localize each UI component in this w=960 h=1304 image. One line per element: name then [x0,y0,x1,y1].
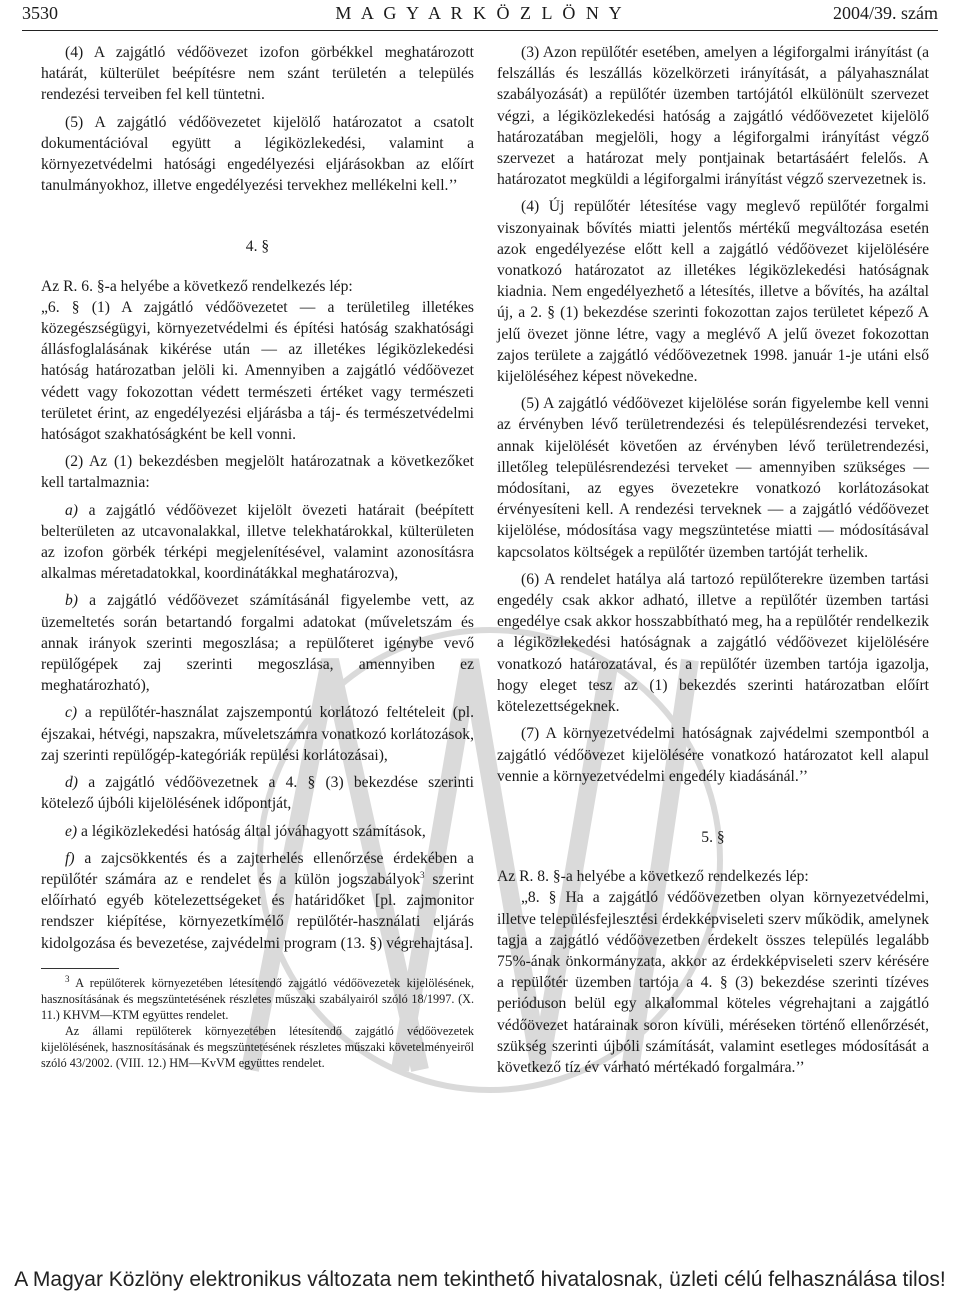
footnote-text: A repülőterek környezetében létesítendő zajgátló védőövezetek kijelölésének, hasznosításának és megszüntetésének részletes műszaki szabályairól szóló 18/1997. (X. 11.) KHVM—KTM együttes rendelet. [41,975,475,1022]
list-marker: f) [65,849,75,867]
footnote-1 [41,975,474,1023]
paragraph-4: (4) Új repülőtér létesítése vagy meglevő repülőtér forgalmi viszonyainak bővítés miatti jelentős mértékű megváltozása esetén azok engedélyezése előtt kell a zajgátló védőövezet kijelölésére vonatkozó határozatot az illetékes légiközlekedési hatóságnak kiadnia. Nem engedélyezhető a létesítés, illetve a bővítés, ha azáltal új, a 2. § (1) bekezdése szerinti fokozottan zajos területet képező A jelű övezet jönne létre, vagy a meglévő A jelű övezet fokozottan zajos területe a zajgátló védőövezetnek 1998. január 1-je utáni első kijelöléséhez képest növekedne. [497,198,929,386]
footnote-divider [41,968,119,969]
list-marker: e) [65,822,78,840]
right-column [497,42,929,1078]
footnote-2: Az állami repülőterek környezetében létesítendő zajgátló védőövezetek kijelölésének, hasznosításának és megszüntetésének részletes műszaki követelményeiről szóló 43/2002. (VIII. 12.) HM—KvVM együttes rendelet. [41,1023,474,1070]
list-item-text: a zajcsökkentés és a zajterhelés ellenőrzése érdekében a repülőtér számára az e rendelet és a külön jogszabályok [41,849,474,888]
list-item-text: szerint előírható egyéb kötelezettségeket és határidőket [pl. zajmonitor rendszer kiépítése, környezetkímélő repülőtér-használati eljárás kidolgozása és bevezetése, zajvédelmi program (13. §) végrehajtása]. [41,870,474,952]
list-marker: d) [65,774,78,792]
list-item-d [41,772,474,814]
list-item-text: a zajgátló védőövezet számításánál figyelembe vett, az üzemeltetés során betartandó forgalmi adatokat (műveletszám és annak irányok szerinti megoszlása; a repülőteret igénybe vevő repülőgépek zaj szerinti megoszlása, amennyiben ez meghatározható), [41,592,474,695]
list-item-c [41,702,474,766]
page-header [22,0,938,31]
list-item-a [41,500,474,585]
section-heading-4: 4. § [245,238,270,256]
paragraph-4: (4) A zajgátló védőövezet izofon görbékkel meghatározott határát, külterület beépítésre nem szánt területén a település rendezési terveiben fel kell tüntetni. [41,44,474,104]
footer-notice: A Magyar Közlöny elektronikus változata nem tekinthető hivatalosnak, üzleti célú felhasználása tilos! [14,1268,946,1291]
list-item-text: a repülőtér-használat zajszempontú korlátozó feltételeit (pl. éjszakai, hétvégi, napszakra, műveletszámra vonatkozó korlátozások, zaj szerinti repülőgép-kategóriák repülési korlátozásai), [41,704,474,764]
section-heading-5: 5. § [701,828,725,846]
section-intro: Az R. 6. §-a helyébe a következő rendelkezés lép: [41,277,353,295]
list-marker: c) [65,704,78,722]
list-item-text: a zajgátló védőövezet kijelölt övezeti határait (beépített belterületen az utcavonalakkal, illetve telekhatárokkal, külterületen az izofon görbék térképi megjelenítésével, valamint azonosításra alkalmas méretadatokkal, koordinátákkal meghatározva), [41,501,474,583]
paragraph-5: (5) A zajgátló védőövezetet kijelölő határozatot a csatolt dokumentációval együtt a légiközlekedési, valamint a környezetvédelmi hatósági engedélyezési eljárásokban az előírt tanulmányokhoz, illetve engedélyezési tervekhez mellékelni kell.’’ [41,113,474,195]
section-intro: Az R. 8. §-a helyébe a következő rendelkezés lép: [497,868,809,886]
list-marker: a) [65,501,78,519]
list-item-e [41,821,474,842]
list-item-b [41,590,474,696]
paragraph-5: (5) A zajgátló védőövezet kijelölése során figyelembe kell venni az érvényben lévő területrendezési és településrendezési terveket, annak kijelölését követően az érvényben lévő területrendezési, illetőleg településrendezési terveket — amennyiben szükséges — módosítani, az egyes övezetekre vonatkozó korlátozásokat érvényesíteni kell. A rendezési terveknek — a zajgátló védőövezet kijelölése, módosítása vagy megszüntetése miatti — módosításával kapcsolatos költségek a repülőtér üzemben tartóját terhelik. [497,395,929,561]
paragraph-3: (3) Azon repülőtér esetében, amelyen a légiforgalmi irányítást (a felszállás és leszállás közelkörzeti irányítását, a pályahasználat szabályozását) a repülőtér üzemben tartójától elkülönült szervezet végzi, a légiközlekedési hatóság a zajgátló védőövezetet kijelölő határozatában megjelöli, hogy a légiforgalmi irányítást végző szervezet a határozat mely pontjainak betartásáért felelős. A határozatot megküldi a légiforgalmi irányítást végző szervezetnek is. [497,44,929,189]
footnote-number: 3 [65,973,70,984]
paragraph-6: (6) A rendelet hatálya alá tartozó repülőterekre üzemben tartási engedély csak akkor adható, illetve a repülőtér üzemben tartási engedélye csak akkor hosszabbítható meg, ha a repülőtér rendelkezik a légiközlekedési hatóságnak a zajgátló védőövezet kijelölésére vonatkozó határozatával, és a repülőtér üzemben tartója igazolja, hogy eleget tesz az (1) bekezdés szerinti határozatban előírt kötelezettségeknek. [497,570,929,716]
list-item-text: a légiközlekedési hatóság által jóváhagyott számítások, [81,822,426,840]
paragraph-6-1: „6. § (1) A zajgátló védőövezetet — a területileg illetékes közegészségügyi, környezetvédelmi és építési hatóság szakhatósági állásfoglalásának kikérése után — az illetékes légiközlekedési hatóság határozatban jelöli ki. Amennyiben a zajgátló védőövezet védett vagy fokozottan védett természeti értéket vagy természeti területet érint, az engedélyezési eljárásba a táj- és természetvédelmi hatóságot szakhatóságként be kell vonni. [41,298,474,444]
publication-title: M A G Y A R K Ö Z L Ö N Y [335,3,625,23]
page-number: 3530 [22,3,58,23]
list-item-f [41,848,474,954]
left-column [41,42,474,1071]
list-item-text: a zajgátló védőövezetnek a 4. § (3) bekezdése szerinti kötelező újbóli kijelölésének időpontját, [41,774,474,813]
paragraph-8: „8. § Ha a zajgátló védőövezetben olyan környezetvédelmi, illetve településfejlesztési érdekképviseleti szerv működik, amelynek tagja a zajgátló védőövezetben érdekelt összes település legalább 75%-ának önkormányzata, akkor az érdekképviseleti szerv kérésére a repülőtér üzemben tartója a 4. § (3) bekezdése szerinti tízéves perióduson belül egy alkalommal köteles végrehajtani a zajgátló védőövezet határainak soron kívüli, méréseken történő ellenőrzését, szükség szerinti újbóli számítását, valamint esetleges módosítását a következő tíz év várható mértékadó forgalmára.’’ [497,889,929,1076]
list-marker: b) [65,592,78,610]
paragraph-7: (7) A környezetvédelmi hatóságnak zajvédelmi szempontból a zajgátló védőövezet kijelölésére vonatkozó határozatot kell alapul vennie a környezetvédelmi engedély kiadásánál.’’ [497,725,929,785]
issue-number: 2004/39. szám [833,3,938,23]
footnote-reference: 3 [420,869,425,880]
paragraph-6-2: (2) Az (1) bekezdésben megjelölt határozatnak a következőket kell tartalmaznia: [41,453,474,492]
